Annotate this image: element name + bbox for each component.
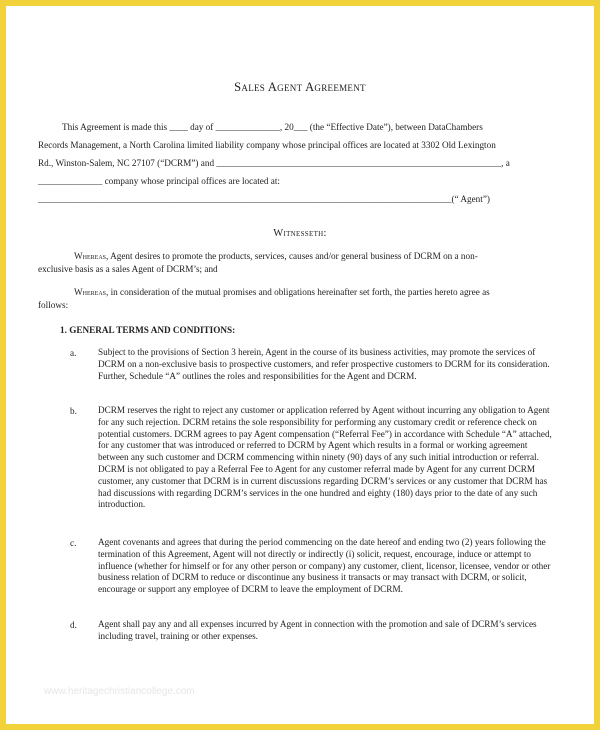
item-a-text: Subject to the provisions of Section 3 herein, Agent in the course of its business activities, may promote the services of DCRM on a non-exclusive basis to prospective customers, and refer prospective customers to DCRM for its consideration. Further, Schedule “A” outlines the roles and responsibilities for the Agent and DCRM.: [98, 347, 550, 381]
item-a-letter: a.: [70, 348, 77, 358]
item-b-letter: b.: [70, 406, 77, 416]
whereas-2-line-1: [74, 286, 490, 298]
whereas-2-line-2: follows:: [38, 300, 69, 310]
witnesseth-heading: Witnesseth:: [273, 228, 327, 239]
whereas-1-line-1: [74, 250, 478, 262]
document-page: [6, 6, 594, 724]
item-c-letter: c.: [70, 538, 77, 548]
intro-line-1: This Agreement is made this ____ day of ______________, 20___ (the “Effective Date”), between DataChambers: [62, 122, 483, 132]
section-heading: 1. GENERAL TERMS AND CONDITIONS:: [60, 325, 236, 335]
whereas-2-text: in consideration of the mutual promises and obligations hereinafter set forth, the parties hereto agree as: [108, 287, 490, 297]
intro-line-4: ______________ company whose principal offices are located at:: [38, 176, 280, 186]
whereas-2-lead: Whereas,: [74, 287, 109, 297]
watermark-text: www.heritagechristiancollege.com: [44, 686, 195, 697]
intro-line-5: __________________________________________________________________________________________(“ Agent”): [38, 194, 490, 204]
item-d-text: Agent shall pay any and all expenses incurred by Agent in connection with the promotion and sale of DCRM’s services including travel, training or other expenses.: [98, 619, 537, 641]
whereas-1-text: Agent desires to promote the products, services, causes and/or general business of DCRM on a non-: [108, 251, 478, 261]
item-b-text: DCRM reserves the right to reject any customer or application referred by Agent without incurring any obligation to Agent for any such rejection. DCRM retains the sole responsibility for performing any customary credit or reference check on potential customers. DCRM agrees to pay Agent compensation (“Referral Fee”) in accordance with Schedule “A” attached, for any customer that was introduced or referred to DCRM by Agent which results in a formal or working agreement between any such customer and DCRM commencing within ninety (90) days of any such initial introduction or referral. DCRM is not obligated to pay a Referral Fee to Agent for any customer referral made by Agent for any current DCRM customer, any customer that DCRM is in current discussions regarding DCRM’s services or any customer that DCRM has had discussions with regarding DCRM’s services in the one hundred and eighty (180) days prior to the date of any such introduction.: [98, 405, 552, 510]
whereas-1-lead: Whereas,: [74, 251, 109, 261]
intro-line-3: Rd., Winston-Salem, NC 27107 (“DCRM”) and ______________________________________________________________, a: [38, 158, 510, 168]
item-d-letter: d.: [70, 620, 77, 630]
whereas-1-line-2: exclusive basis as a sales Agent of DCRM’s; and: [38, 264, 218, 274]
intro-line-2: Records Management, a North Carolina limited liability company whose principal offices are located at 3302 Old Lexington: [38, 140, 496, 150]
item-c-text: Agent covenants and agrees that during the period commencing on the date hereof and ending two (2) years following the termination of this Agreement, Agent will not directly or indirectly (i) solicit, request, encourage, induce or attempt to influence (whether for himself or for any other person or company) any customer, client, licensor, licensee, vendor or other business relation of DCRM to reduce or discontinue any business it transacts or may transact with DCRM, or solicit, encourage or support any employee of DCRM to leave the employment of DCRM.: [98, 537, 551, 595]
document-title: Sales Agent Agreement: [234, 80, 366, 94]
